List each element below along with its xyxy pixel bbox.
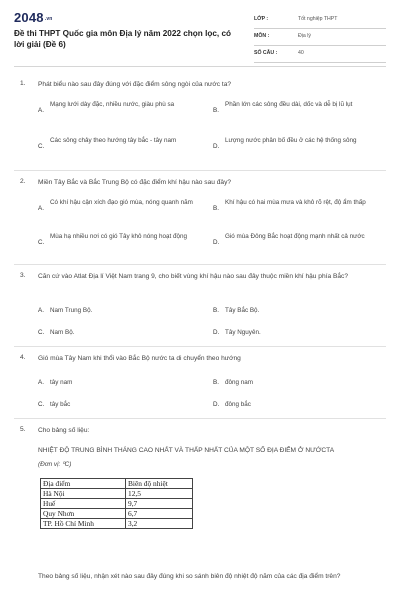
table-title: NHIỆT ĐỘ TRUNG BÌNH THÁNG CAO NHẤT VÀ THẤP NHẤT CỦA MỘT SỐ ĐỊA ĐIỂM Ở NƯỚCTA — [38, 447, 335, 454]
option-text: Có khí hậu cận xích đạo gió mùa, nóng quanh năm — [50, 199, 193, 206]
table-cell: 3,2 — [126, 519, 193, 529]
question-text: Căn cứ vào Atlat Địa lí Việt Nam trang 9, cho biết vùng khí hậu nào sau đây thuộc miền khí hậu phía Bắc? — [38, 273, 348, 280]
question-text: Miền Tây Bắc và Bắc Trung Bộ có đặc điểm khí hậu nào sau đây? — [38, 179, 232, 186]
option-letter: A. — [38, 379, 44, 386]
option-letter: D. — [213, 329, 220, 336]
meta-value: Tốt nghiệp THPT — [298, 16, 338, 22]
option-text: đông nam — [225, 379, 254, 386]
option-letter: D. — [213, 401, 220, 408]
question-number: 2. — [20, 178, 26, 185]
table-row — [41, 489, 193, 499]
table-cell: 6,7 — [126, 509, 193, 519]
option-letter: D. — [213, 143, 220, 150]
option-text: Gió mùa Đông Bắc hoạt động mạnh nhất cả nước — [225, 233, 365, 240]
meta-class — [254, 14, 386, 29]
option-text: Nam Bộ. — [50, 329, 75, 336]
table-row — [41, 499, 193, 509]
data-table — [40, 478, 193, 529]
meta-subject — [254, 31, 386, 46]
option-letter: B. — [213, 205, 219, 212]
option-text: Khí hậu có hai mùa mưa và khô rõ rệt, độ ẩm thấp — [225, 199, 366, 206]
option-letter: B. — [213, 307, 219, 314]
divider — [14, 66, 386, 67]
table-row — [41, 509, 193, 519]
question-4 — [14, 354, 386, 414]
meta-value: 40 — [298, 50, 304, 56]
table-header-row — [41, 479, 193, 489]
table-header-cell: Biên độ nhiệt — [126, 479, 193, 489]
option-letter: C. — [38, 143, 45, 150]
question-text: Cho bảng số liệu: — [38, 427, 90, 434]
option-letter: A. — [38, 205, 44, 212]
option-letter: B. — [213, 379, 219, 386]
option-text: Lượng nước phân bố đều ở các hệ thống sông — [225, 137, 357, 144]
option-text: Phần lớn các sông đều dài, dốc và dễ bị lũ lụt — [225, 101, 353, 108]
question-3 — [14, 272, 386, 342]
option-text: Tây Bắc Bộ. — [225, 307, 260, 314]
option-letter: C. — [38, 329, 45, 336]
question-followup: Theo bảng số liệu, nhận xét nào sau đây đúng khi so sánh biên độ nhiệt độ năm của các địa điểm trên? — [38, 573, 341, 580]
exam-meta — [254, 14, 386, 65]
table-row — [41, 519, 193, 529]
table-cell: 12,5 — [126, 489, 193, 499]
option-text: đông bắc — [225, 401, 251, 408]
meta-label: LỚP : — [254, 16, 269, 22]
divider — [14, 346, 386, 347]
question-1 — [14, 80, 386, 160]
option-text: Tây Nguyên. — [225, 329, 261, 336]
table-cell: TP. Hồ Chí Minh — [41, 519, 126, 529]
option-letter: A. — [38, 307, 44, 314]
option-text: tây nam — [50, 379, 73, 386]
exam-header — [14, 10, 386, 60]
question-text: Gió mùa Tây Nam khi thổi vào Bắc Bộ nước ta di chuyển theo hướng — [38, 355, 241, 362]
option-text: Nam Trung Bộ. — [50, 307, 93, 314]
option-text: Mạng lưới dày đặc, nhiều nước, giàu phù sa — [50, 101, 175, 108]
question-text: Phát biểu nào sau đây đúng với đặc điểm sông ngòi của nước ta? — [38, 81, 232, 88]
question-2 — [14, 178, 386, 260]
exam-title: Đề thi THPT Quốc gia môn Địa lý năm 2022 chọn lọc, có lời giải (Đề 6) — [14, 29, 232, 49]
meta-value: Địa lý — [298, 33, 311, 39]
table-cell: Quy Nhơn — [41, 509, 126, 519]
question-number: 1. — [20, 80, 26, 87]
option-text: Mùa hạ nhiều nơi có gió Tây khô nóng hoạt động — [50, 233, 188, 240]
question-number: 4. — [20, 354, 26, 361]
option-letter: C. — [38, 239, 45, 246]
meta-question-count — [254, 48, 386, 63]
option-text: Các sông chảy theo hướng tây bắc - tây nam — [50, 137, 177, 144]
question-number: 5. — [20, 426, 26, 433]
table-header-cell: Địa điểm — [41, 479, 126, 489]
meta-label: SỐ CÂU : — [254, 50, 278, 56]
question-5 — [14, 426, 386, 440]
table-cell: Hà Nội — [41, 489, 126, 499]
divider — [14, 418, 386, 419]
option-letter: D. — [213, 239, 220, 246]
table-cell: 9,7 — [126, 499, 193, 509]
option-text: tây bắc — [50, 401, 71, 408]
option-letter: C. — [38, 401, 45, 408]
question-number: 3. — [20, 272, 26, 279]
divider — [14, 170, 386, 171]
table-cell: Huế — [41, 499, 126, 509]
table-unit: (Đơn vị: ⁰C) — [38, 461, 72, 468]
option-letter: B. — [213, 107, 219, 114]
option-letter: A. — [38, 107, 44, 114]
site-logo[interactable]: 2048.vn — [14, 10, 53, 25]
divider — [14, 264, 386, 265]
meta-label: MÔN : — [254, 33, 270, 39]
